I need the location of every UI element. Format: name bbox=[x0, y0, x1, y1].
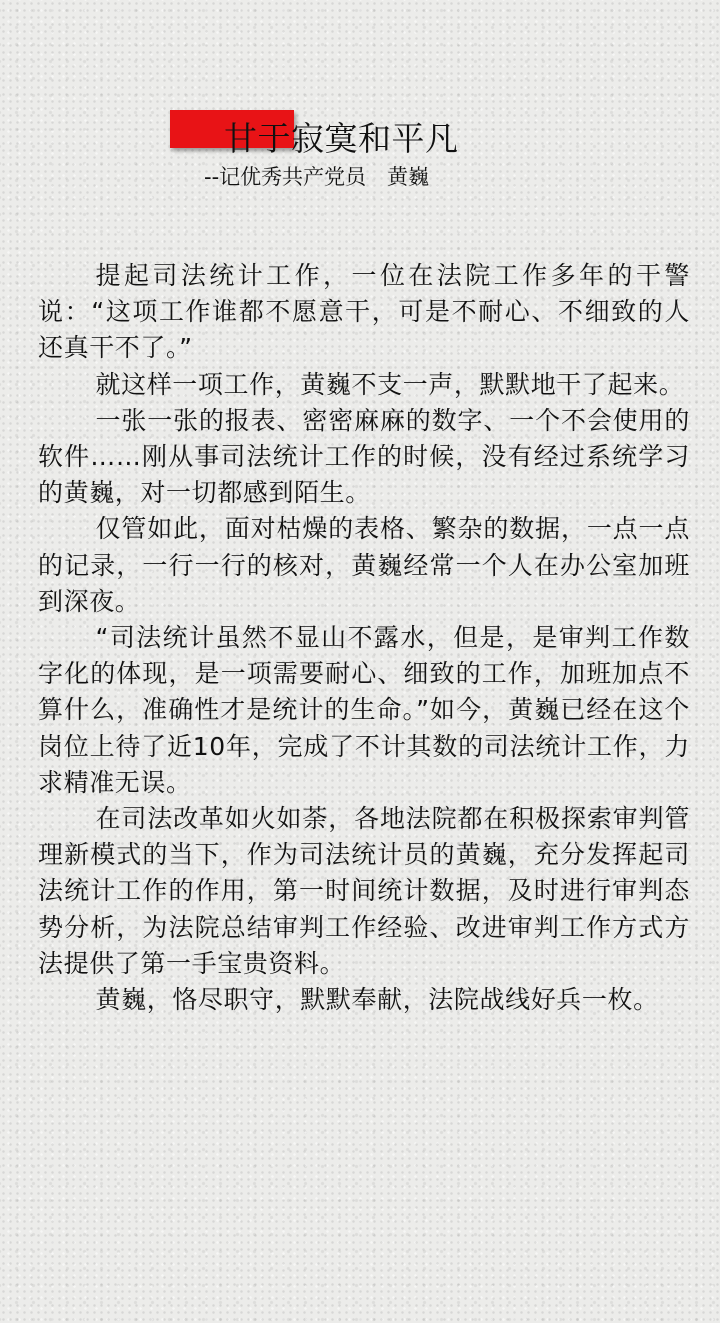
page-subtitle: --记优秀共产党员 黄巍 bbox=[204, 165, 430, 189]
paragraph-2: 就这样一项工作，黄巍不支一声，默默地干了起来。 bbox=[95, 369, 685, 399]
page-title: 甘于寂寞和平凡 bbox=[224, 119, 459, 158]
paragraph-7: 黄巍，恪尽职守，默默奉献，法院战线好兵一枚。 bbox=[95, 985, 659, 1015]
paragraph-1: 提起司法统计工作，一位在法院工作多年的干警说：“这项工作谁都不愿意干，可是不耐心、不细致的人还真干不了。” bbox=[38, 261, 690, 363]
paragraph-4: 仅管如此，面对枯燥的表格、繁杂的数据，一点一点的记录，一行一行的核对，黄巍经常一个人在办公室加班到深夜。 bbox=[38, 514, 690, 616]
paragraph-5: “司法统计虽然不显山不露水，但是，是审判工作数字化的体现，是一项需要耐心、细致的工作，加班加点不算什么，准确性才是统计的生命。”如今，黄巍已经在这个岗位上待了近10年，完成了不计其数的司法统计工作，力求精准无误。 bbox=[38, 623, 690, 797]
article-body bbox=[38, 258, 690, 1018]
paragraph-6: 在司法改革如火如荼，各地法院都在积极探索审判管理新模式的当下，作为司法统计员的黄巍，充分发挥起司法统计工作的作用，第一时间统计数据，及时进行审判态势分析，为法院总结审判工作经验、改进审判工作方式方法提供了第一手宝贵资料。 bbox=[38, 804, 690, 978]
paragraph-3: 一张一张的报表、密密麻麻的数字、一个不会使用的软件……刚从事司法统计工作的时候，没有经过系统学习的黄巍，对一切都感到陌生。 bbox=[38, 405, 690, 508]
